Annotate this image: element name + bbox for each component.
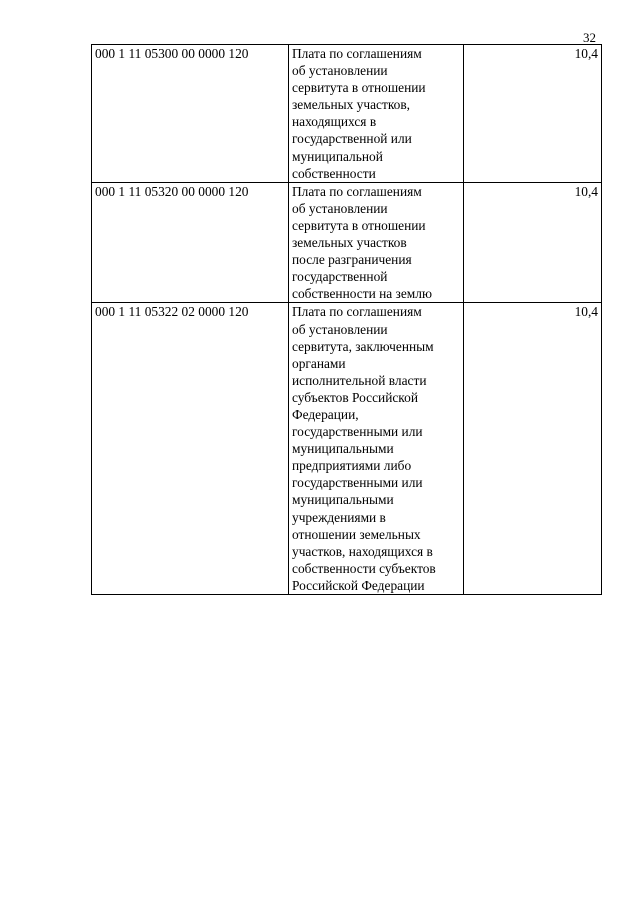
income-name-line: об установлении: [292, 200, 388, 216]
income-name-line: государственными или: [292, 475, 423, 491]
budget-code-cell: 000 1 11 05300 00 0000 120: [92, 45, 289, 183]
income-name-line: Российской Федерации: [292, 577, 425, 593]
income-name-line: государственной или: [292, 131, 412, 147]
income-name-line: государственными или: [292, 424, 423, 440]
budget-code-cell: 000 1 11 05322 02 0000 120: [92, 303, 289, 595]
income-name-line: сервитута в отношении: [292, 217, 426, 233]
income-name-line: Плата по соглашениям: [292, 304, 422, 320]
income-name-line: государственной: [292, 269, 388, 285]
income-name-line: после разграничения: [292, 252, 412, 268]
income-name-line: муниципальной: [292, 148, 383, 164]
income-name-line: Плата по соглашениям: [292, 183, 422, 199]
budget-table: [91, 44, 602, 595]
amount-cell: 10,4: [464, 45, 602, 183]
income-name-line: муниципальными: [292, 492, 394, 508]
income-name-line: учреждениями в: [292, 509, 386, 525]
income-name-line: собственности: [292, 165, 376, 181]
income-name-cell: [289, 182, 464, 303]
income-name-line: предприятиями либо: [292, 458, 412, 474]
amount-cell: 10,4: [464, 303, 602, 595]
income-name-line: Плата по соглашениям: [292, 46, 422, 61]
income-name-cell: [289, 303, 464, 595]
income-name-line: земельных участков,: [292, 97, 411, 113]
income-name-line: участков, находящихся в: [292, 543, 433, 559]
income-name-line: сервитута, заключенным: [292, 338, 434, 354]
income-name-line: сервитута в отношении: [292, 80, 426, 96]
income-name-line: об установлении: [292, 63, 388, 79]
income-name-line: исполнительной власти: [292, 372, 427, 388]
income-name-line: земельных участков: [292, 235, 407, 251]
table-row: [92, 45, 602, 183]
table-body: [92, 45, 602, 595]
income-name-line: собственности на землю: [292, 286, 432, 302]
income-name-line: органами: [292, 355, 346, 371]
income-name-line: отношении земельных: [292, 526, 421, 542]
table-row: [92, 303, 602, 595]
income-name-line: субъектов Российской: [292, 389, 418, 405]
table-row: [92, 182, 602, 303]
amount-cell: 10,4: [464, 182, 602, 303]
income-name-line: собственности субъектов: [292, 560, 436, 576]
income-name-line: об установлении: [292, 321, 388, 337]
budget-code-cell: 000 1 11 05320 00 0000 120: [92, 182, 289, 303]
income-name-line: находящихся в: [292, 114, 377, 130]
page-number: 32: [583, 30, 596, 45]
income-name-line: муниципальными: [292, 441, 394, 457]
income-name-line: Федерации,: [292, 406, 359, 422]
income-name-cell: [289, 45, 464, 183]
